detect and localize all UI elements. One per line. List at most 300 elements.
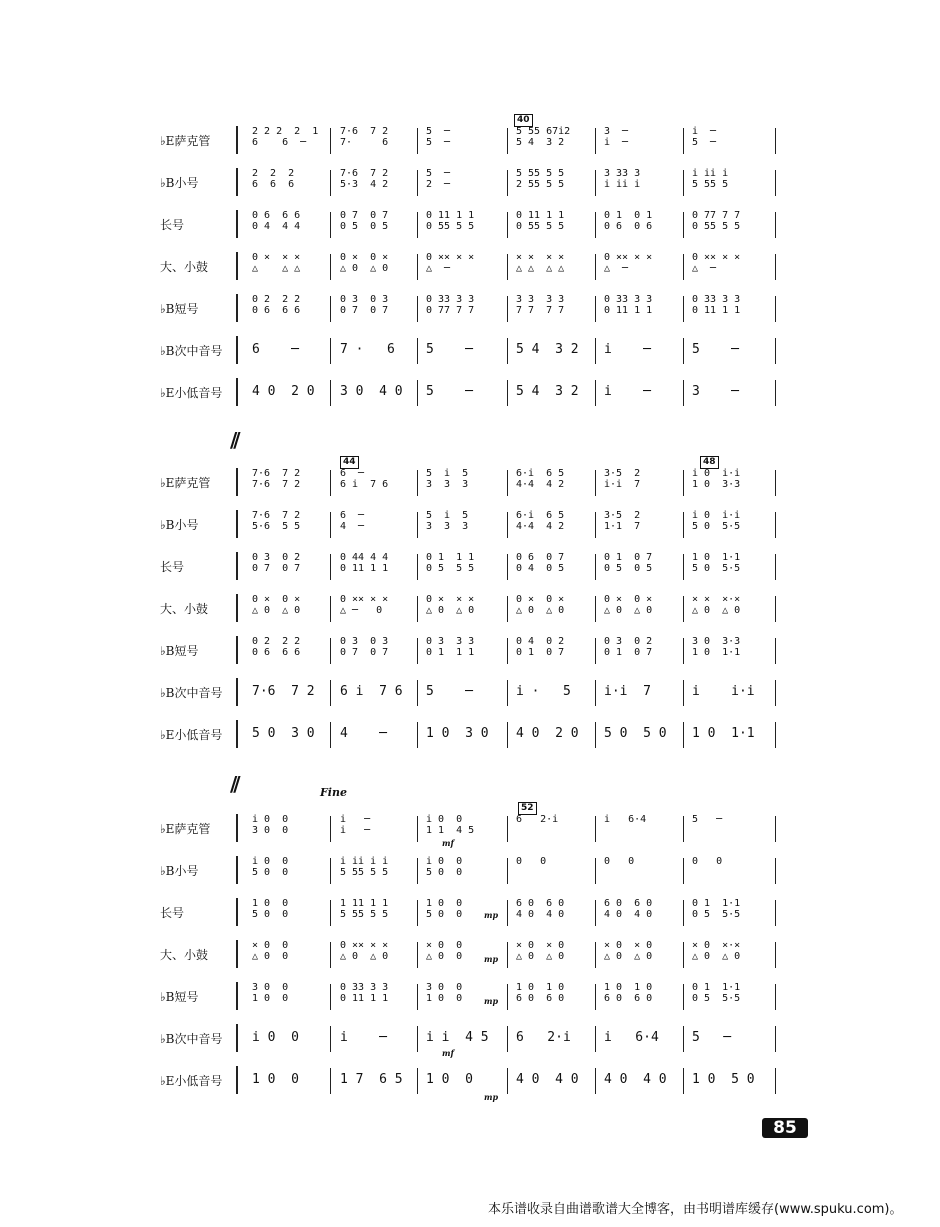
barline bbox=[683, 212, 684, 238]
measure-notes: 5 55 5 5 2 55 5 5 bbox=[516, 168, 565, 190]
measure-notes: 0 ×× × × △ ─ 0 bbox=[340, 594, 389, 616]
measure-notes: 7·6 7 2 7· 6 bbox=[340, 126, 389, 148]
instrument-label: 长号 bbox=[160, 560, 185, 574]
barline bbox=[330, 680, 331, 706]
measure-notes: 0 33 3 3 0 11 1 1 bbox=[340, 982, 389, 1004]
measure-notes: × 0 × 0 △ 0 △ 0 bbox=[604, 940, 653, 962]
measure-notes: 0 1 0 1 0 6 0 6 bbox=[604, 210, 653, 232]
barline bbox=[775, 1068, 776, 1094]
staff-row bbox=[0, 288, 940, 328]
staff-row bbox=[0, 1018, 940, 1058]
barline bbox=[775, 296, 776, 322]
measure-notes: 4 0 4 0 bbox=[604, 1072, 667, 1087]
staff-row bbox=[0, 588, 940, 628]
measure-notes: 5 ─ bbox=[426, 384, 473, 399]
staff-bracket bbox=[236, 168, 241, 196]
measure-notes: 7·6 7 2 7·6 7 2 bbox=[252, 468, 301, 490]
measure-notes: 1 0 5 0 bbox=[692, 1072, 755, 1087]
measure-notes: 3 ─ bbox=[692, 384, 739, 399]
measure-notes: 0 × 0 × △ 0 △ 0 bbox=[340, 252, 389, 274]
instrument-label: 大、小鼓 bbox=[160, 602, 209, 616]
dynamic-marking: mp bbox=[484, 954, 499, 964]
staff-row bbox=[0, 546, 940, 586]
instrument-label: 长号 bbox=[160, 218, 185, 232]
barline bbox=[595, 816, 596, 842]
barline bbox=[330, 596, 331, 622]
barline bbox=[595, 900, 596, 926]
instrument-label: ♭B次中音号 bbox=[160, 1032, 223, 1046]
measure-notes: 0 1 1·1 0 5 5·5 bbox=[692, 898, 741, 920]
measure-notes: 6 2·i bbox=[516, 1030, 571, 1045]
measure-notes: 0 0 bbox=[516, 856, 547, 867]
measure-notes: i 0 0 1 1 4 5 bbox=[426, 814, 475, 836]
barline bbox=[775, 470, 776, 496]
barline bbox=[595, 1068, 596, 1094]
instrument-label: ♭E小低音号 bbox=[160, 386, 223, 400]
measure-notes: 3·5 2 1·1 7 bbox=[604, 510, 641, 532]
barline bbox=[330, 816, 331, 842]
barline bbox=[507, 128, 508, 154]
barline bbox=[417, 212, 418, 238]
measure-notes: 7·6 7 2 bbox=[252, 684, 315, 699]
measure-notes: 0 × × × △ △ △ bbox=[252, 252, 301, 274]
measure-notes: 0 × 0 × △ 0 △ 0 bbox=[604, 594, 653, 616]
barline bbox=[595, 338, 596, 364]
measure-notes: 0 11 1 1 0 55 5 5 bbox=[426, 210, 475, 232]
staff-row bbox=[0, 162, 940, 202]
barline bbox=[775, 1026, 776, 1052]
barline bbox=[507, 170, 508, 196]
measure-notes: 0 ×× × × △ ─ bbox=[692, 252, 741, 274]
barline bbox=[595, 470, 596, 496]
barline bbox=[683, 858, 684, 884]
staff-bracket bbox=[236, 982, 241, 1010]
barline bbox=[775, 338, 776, 364]
measure-notes: × × ×·× △ 0 △ 0 bbox=[692, 594, 741, 616]
barline bbox=[507, 900, 508, 926]
measure-notes: i 0 0 5 0 0 bbox=[252, 856, 289, 878]
barline bbox=[417, 858, 418, 884]
measure-notes: 0 ×× × × △ ─ bbox=[604, 252, 653, 274]
measure-notes: 1 0 0 bbox=[426, 1072, 473, 1087]
measure-notes: 5 ─ 2 ─ bbox=[426, 168, 451, 190]
measure-notes: i 0 0 bbox=[252, 1030, 299, 1045]
measure-notes: 1 11 1 1 5 55 5 5 bbox=[340, 898, 389, 920]
staff-row bbox=[0, 204, 940, 244]
barline bbox=[417, 296, 418, 322]
barline bbox=[775, 680, 776, 706]
measure-notes: 5 ─ bbox=[692, 1030, 732, 1045]
barline bbox=[595, 596, 596, 622]
barline bbox=[507, 1068, 508, 1094]
dynamic-marking: mp bbox=[484, 1092, 499, 1102]
barline bbox=[775, 816, 776, 842]
measure-notes: 0 33 3 3 0 11 1 1 bbox=[692, 294, 741, 316]
barline bbox=[417, 380, 418, 406]
barline bbox=[775, 984, 776, 1010]
measure-notes: 3 33 3 i ii i bbox=[604, 168, 641, 190]
barline bbox=[595, 680, 596, 706]
barline bbox=[775, 554, 776, 580]
barline bbox=[507, 680, 508, 706]
barline bbox=[507, 984, 508, 1010]
measure-notes: 0 × × × △ 0 △ 0 bbox=[426, 594, 475, 616]
barline bbox=[683, 722, 684, 748]
barline bbox=[595, 296, 596, 322]
staff-row bbox=[0, 246, 940, 286]
staff-bracket bbox=[236, 252, 241, 280]
measure-notes: 0 2 2 2 0 6 6 6 bbox=[252, 636, 301, 658]
barline bbox=[683, 128, 684, 154]
staff-bracket bbox=[236, 294, 241, 322]
staff-bracket bbox=[236, 594, 241, 622]
barline bbox=[683, 338, 684, 364]
measure-notes: × 0 0 △ 0 0 bbox=[252, 940, 289, 962]
staff-bracket bbox=[236, 814, 241, 842]
instrument-label: ♭E萨克管 bbox=[160, 822, 211, 836]
barline bbox=[507, 816, 508, 842]
barline bbox=[507, 596, 508, 622]
measure-notes: 5 0 5 0 bbox=[604, 726, 667, 741]
measure-notes: 0 6 0 7 0 4 0 5 bbox=[516, 552, 565, 574]
measure-notes: 0 3 3 3 0 1 1 1 bbox=[426, 636, 475, 658]
barline bbox=[417, 1026, 418, 1052]
staff-row bbox=[0, 672, 940, 712]
measure-notes: 6 0 6 0 4 0 4 0 bbox=[604, 898, 653, 920]
instrument-label: ♭B小号 bbox=[160, 864, 199, 878]
measure-notes: 3 0 3·3 1 0 1·1 bbox=[692, 636, 741, 658]
measure-notes: 6 ─ bbox=[252, 342, 299, 357]
barline bbox=[330, 470, 331, 496]
measure-notes: × 0 ×·× △ 0 △ 0 bbox=[692, 940, 741, 962]
staff-row bbox=[0, 850, 940, 890]
barline bbox=[507, 858, 508, 884]
barline bbox=[417, 638, 418, 664]
barline bbox=[683, 254, 684, 280]
barline bbox=[683, 512, 684, 538]
barline bbox=[417, 596, 418, 622]
barline bbox=[417, 512, 418, 538]
measure-notes: 0 77 7 7 0 55 5 5 bbox=[692, 210, 741, 232]
measure-notes: i ─ 5 ─ bbox=[692, 126, 717, 148]
measure-notes: 6 ─ 4 ─ bbox=[340, 510, 365, 532]
measure-notes: i · 5 bbox=[516, 684, 571, 699]
staff-bracket bbox=[236, 468, 241, 496]
instrument-label: 大、小鼓 bbox=[160, 260, 209, 274]
barline bbox=[417, 338, 418, 364]
dynamic-marking: mp bbox=[484, 910, 499, 920]
measure-notes: i ─ bbox=[604, 342, 651, 357]
measure-notes: 0 2 2 2 0 6 6 6 bbox=[252, 294, 301, 316]
barline bbox=[330, 296, 331, 322]
measure-notes: 6 i 7 6 bbox=[340, 684, 403, 699]
staff-row bbox=[0, 892, 940, 932]
measure-notes: 0 1 1 1 0 5 5 5 bbox=[426, 552, 475, 574]
measure-notes: 6·i 6 5 4·4 4 2 bbox=[516, 468, 565, 490]
barline bbox=[595, 128, 596, 154]
rehearsal-mark: 48 bbox=[700, 456, 719, 469]
barline bbox=[683, 1026, 684, 1052]
staff-bracket bbox=[236, 678, 241, 706]
staff-row bbox=[0, 630, 940, 670]
staff-bracket bbox=[236, 210, 241, 238]
measure-notes: 4 0 2 0 bbox=[252, 384, 315, 399]
measure-notes: × 0 × 0 △ 0 △ 0 bbox=[516, 940, 565, 962]
measure-notes: 6 ─ 6 i 7 6 bbox=[340, 468, 389, 490]
barline bbox=[507, 296, 508, 322]
measure-notes: 0 33 3 3 0 11 1 1 bbox=[604, 294, 653, 316]
instrument-label: ♭E萨克管 bbox=[160, 476, 211, 490]
measure-notes: 0 44 4 4 0 11 1 1 bbox=[340, 552, 389, 574]
measure-notes: 1 0 0 5 0 0 bbox=[426, 898, 463, 920]
measure-notes: 1 0 1 0 6 0 6 0 bbox=[516, 982, 565, 1004]
barline bbox=[330, 900, 331, 926]
barline bbox=[775, 128, 776, 154]
measure-notes: 7·6 7 2 5·6 5 5 bbox=[252, 510, 301, 532]
fine-marking: Fine bbox=[320, 786, 347, 799]
staff-bracket bbox=[236, 378, 241, 406]
system-separator-mark: // bbox=[230, 428, 237, 452]
instrument-label: ♭B短号 bbox=[160, 302, 199, 316]
measure-notes: 0 1 1·1 0 5 5·5 bbox=[692, 982, 741, 1004]
staff-bracket bbox=[236, 336, 241, 364]
measure-notes: i 0 i·i 5 0 5·5 bbox=[692, 510, 741, 532]
measure-notes: 1 0 0 bbox=[252, 1072, 299, 1087]
barline bbox=[330, 380, 331, 406]
instrument-label: ♭B次中音号 bbox=[160, 686, 223, 700]
measure-notes: 6 0 6 0 4 0 4 0 bbox=[516, 898, 565, 920]
staff-bracket bbox=[236, 1024, 241, 1052]
instrument-label: ♭B小号 bbox=[160, 518, 199, 532]
measure-notes: i ─ bbox=[604, 384, 651, 399]
instrument-label: ♭E小低音号 bbox=[160, 728, 223, 742]
instrument-label: ♭B次中音号 bbox=[160, 344, 223, 358]
barline bbox=[417, 816, 418, 842]
dynamic-marking: mf bbox=[442, 1048, 454, 1058]
barline bbox=[417, 554, 418, 580]
barline bbox=[507, 338, 508, 364]
barline bbox=[417, 942, 418, 968]
measure-notes: 5 0 3 0 bbox=[252, 726, 315, 741]
measure-notes: 0 3 0 2 0 1 0 7 bbox=[604, 636, 653, 658]
dynamic-marking: mp bbox=[484, 996, 499, 1006]
barline bbox=[595, 858, 596, 884]
barline bbox=[595, 512, 596, 538]
barline bbox=[775, 858, 776, 884]
staff-row bbox=[0, 976, 940, 1016]
barline bbox=[775, 380, 776, 406]
barline bbox=[683, 470, 684, 496]
staff-bracket bbox=[236, 856, 241, 884]
measure-notes: 0 7 0 7 0 5 0 5 bbox=[340, 210, 389, 232]
barline bbox=[417, 254, 418, 280]
barline bbox=[330, 942, 331, 968]
measure-notes: 0 ×× × × △ 0 △ 0 bbox=[340, 940, 389, 962]
staff-bracket bbox=[236, 636, 241, 664]
barline bbox=[683, 596, 684, 622]
measure-notes: × × × × △ △ △ △ bbox=[516, 252, 565, 274]
barline bbox=[683, 170, 684, 196]
barline bbox=[683, 380, 684, 406]
measure-notes: 1 7 6 5 bbox=[340, 1072, 403, 1087]
measure-notes: 0 3 0 3 0 7 0 7 bbox=[340, 294, 389, 316]
staff-bracket bbox=[236, 940, 241, 968]
measure-notes: 3 3 3 3 7 7 7 7 bbox=[516, 294, 565, 316]
barline bbox=[775, 638, 776, 664]
measure-notes: 4 0 2 0 bbox=[516, 726, 579, 741]
barline bbox=[595, 984, 596, 1010]
measure-notes: i ii i i 5 55 5 5 bbox=[340, 856, 389, 878]
barline bbox=[330, 128, 331, 154]
measure-notes: 0 × 0 × △ 0 △ 0 bbox=[252, 594, 301, 616]
measure-notes: 0 ×× × × △ ─ bbox=[426, 252, 475, 274]
barline bbox=[775, 512, 776, 538]
barline bbox=[507, 380, 508, 406]
barline bbox=[330, 722, 331, 748]
barline bbox=[595, 942, 596, 968]
barline bbox=[330, 512, 331, 538]
measure-notes: i ii i 5 55 5 bbox=[692, 168, 729, 190]
barline bbox=[330, 338, 331, 364]
barline bbox=[417, 470, 418, 496]
measure-notes: 0 0 bbox=[604, 856, 635, 867]
measure-notes: 0 × 0 × △ 0 △ 0 bbox=[516, 594, 565, 616]
staff-row bbox=[0, 504, 940, 544]
barline bbox=[330, 858, 331, 884]
measure-notes: 1 0 3 0 bbox=[426, 726, 489, 741]
barline bbox=[595, 170, 596, 196]
barline bbox=[683, 900, 684, 926]
measure-notes: i 6·4 bbox=[604, 814, 647, 825]
barline bbox=[595, 1026, 596, 1052]
barline bbox=[775, 596, 776, 622]
measure-notes: i 0 0 5 0 0 bbox=[426, 856, 463, 878]
barline bbox=[775, 254, 776, 280]
measure-notes: 5 ─ bbox=[426, 342, 473, 357]
measure-notes: 0 33 3 3 0 77 7 7 bbox=[426, 294, 475, 316]
barline bbox=[330, 984, 331, 1010]
barline bbox=[330, 1068, 331, 1094]
barline bbox=[775, 170, 776, 196]
instrument-label: ♭B小号 bbox=[160, 176, 199, 190]
system-separator-mark: // bbox=[230, 772, 237, 796]
measure-notes: 3 0 0 1 0 0 bbox=[252, 982, 289, 1004]
instrument-label: ♭B短号 bbox=[160, 644, 199, 658]
staff-row bbox=[0, 330, 940, 370]
barline bbox=[507, 470, 508, 496]
barline bbox=[507, 212, 508, 238]
barline bbox=[507, 722, 508, 748]
rehearsal-mark: 52 bbox=[518, 802, 537, 815]
measure-notes: 2 2 2 6 6 6 bbox=[252, 168, 295, 190]
barline bbox=[507, 512, 508, 538]
barline bbox=[683, 296, 684, 322]
measure-notes: i 0 i·i 1 0 3·3 bbox=[692, 468, 741, 490]
barline bbox=[683, 984, 684, 1010]
measure-notes: 6·i 6 5 4·4 4 2 bbox=[516, 510, 565, 532]
barline bbox=[595, 638, 596, 664]
barline bbox=[507, 942, 508, 968]
measure-notes: 6 2·i bbox=[516, 814, 559, 825]
measure-notes: 1 0 0 5 0 0 bbox=[252, 898, 289, 920]
barline bbox=[683, 680, 684, 706]
barline bbox=[330, 638, 331, 664]
barline bbox=[775, 900, 776, 926]
measure-notes: i i 4 5 bbox=[426, 1030, 489, 1045]
barline bbox=[775, 212, 776, 238]
staff-bracket bbox=[236, 126, 241, 154]
staff-row bbox=[0, 120, 940, 160]
barline bbox=[595, 380, 596, 406]
measure-notes: 5 i 5 3 3 3 bbox=[426, 510, 469, 532]
barline bbox=[330, 212, 331, 238]
measure-notes: 1 0 1·1 bbox=[692, 726, 755, 741]
measure-notes: i ─ bbox=[340, 1030, 387, 1045]
measure-notes: 0 3 0 3 0 7 0 7 bbox=[340, 636, 389, 658]
dynamic-marking: mf bbox=[442, 838, 454, 848]
measure-notes: 1 0 1 0 6 0 6 0 bbox=[604, 982, 653, 1004]
measure-notes: 5 i 5 3 3 3 bbox=[426, 468, 469, 490]
measure-notes: 4 0 4 0 bbox=[516, 1072, 579, 1087]
barline bbox=[330, 1026, 331, 1052]
barline bbox=[595, 254, 596, 280]
page-number: 85 bbox=[762, 1118, 808, 1138]
barline bbox=[507, 1026, 508, 1052]
measure-notes: 3 0 0 1 0 0 bbox=[426, 982, 463, 1004]
measure-notes: 3 0 4 0 bbox=[340, 384, 403, 399]
measure-notes: 3 ─ i ─ bbox=[604, 126, 629, 148]
footer-text: 本乐谱收录自曲谱歌谱大全博客，由书明谱库缓存(www.spuku.com)。 bbox=[488, 1202, 903, 1217]
barline bbox=[595, 212, 596, 238]
staff-row bbox=[0, 372, 940, 412]
measure-notes: 5 4 3 2 bbox=[516, 342, 579, 357]
measure-notes: 5 ─ bbox=[426, 684, 473, 699]
barline bbox=[683, 942, 684, 968]
barline bbox=[683, 816, 684, 842]
measure-notes: 5 ─ 5 ─ bbox=[426, 126, 451, 148]
barline bbox=[417, 984, 418, 1010]
barline bbox=[683, 554, 684, 580]
barline bbox=[595, 722, 596, 748]
barline bbox=[330, 170, 331, 196]
barline bbox=[417, 1068, 418, 1094]
measure-notes: 5 ─ bbox=[692, 342, 739, 357]
measure-notes: 5 55 67i2 5 4 3 2 bbox=[516, 126, 571, 148]
rehearsal-mark: 40 bbox=[514, 114, 533, 127]
measure-notes: × 0 0 △ 0 0 bbox=[426, 940, 463, 962]
measure-notes: 2 2 2 2 1 6 6 ─ bbox=[252, 126, 319, 148]
barline bbox=[683, 638, 684, 664]
staff-row bbox=[0, 934, 940, 974]
barline bbox=[417, 170, 418, 196]
barline bbox=[595, 554, 596, 580]
barline bbox=[507, 638, 508, 664]
staff-bracket bbox=[236, 720, 241, 748]
instrument-label: ♭E小低音号 bbox=[160, 1074, 223, 1088]
measure-notes: 0 0 bbox=[692, 856, 723, 867]
measure-notes: 5 4 3 2 bbox=[516, 384, 579, 399]
barline bbox=[417, 680, 418, 706]
measure-notes: 7·6 7 2 5·3 4 2 bbox=[340, 168, 389, 190]
barline bbox=[507, 554, 508, 580]
instrument-label: 长号 bbox=[160, 906, 185, 920]
measure-notes: 0 3 0 2 0 7 0 7 bbox=[252, 552, 301, 574]
measure-notes: 5 ─ bbox=[692, 814, 723, 825]
rehearsal-mark: 44 bbox=[340, 456, 359, 469]
barline bbox=[683, 1068, 684, 1094]
measure-notes: i 0 0 3 0 0 bbox=[252, 814, 289, 836]
instrument-label: 大、小鼓 bbox=[160, 948, 209, 962]
